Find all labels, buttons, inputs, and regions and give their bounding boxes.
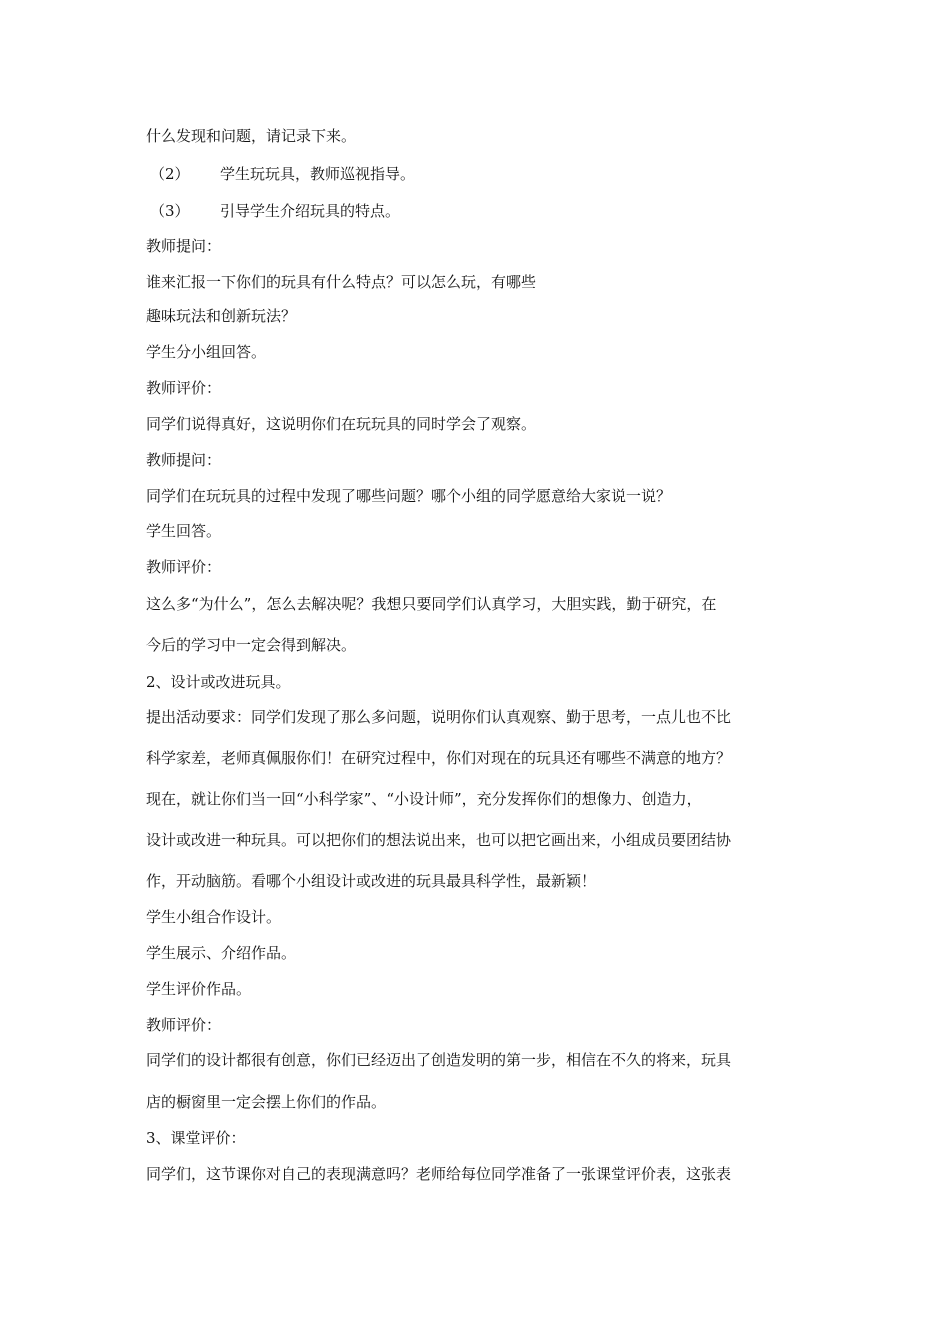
text-line: 店的橱窗里一定会摆上你们的作品。	[146, 1093, 387, 1111]
text-line: 谁来汇报一下你们的玩具有什么特点？可以怎么玩，有哪些	[146, 273, 537, 291]
text-line: 教师评价：	[146, 558, 222, 576]
text-line: 学生评价作品。	[146, 980, 252, 998]
numbered-item	[150, 201, 400, 221]
text-line: 同学们，这节课你对自己的表现满意吗？老师给每位同学准备了一张课堂评价表，这张表	[146, 1165, 732, 1183]
text-line: 学生小组合作设计。	[146, 908, 282, 926]
text-line: 什么发现和问题，请记录下来。	[146, 127, 357, 145]
item-text: 学生玩玩具，教师巡视指导。	[220, 165, 416, 183]
text-line: 2、设计或改进玩具。	[146, 673, 291, 691]
text-line: 科学家差，老师真佩服你们！在研究过程中，你们对现在的玩具还有哪些不满意的地方？	[146, 749, 732, 767]
text-line: 同学们的设计都很有创意，你们已经迈出了创造发明的第一步，相信在不久的将来，玩具	[146, 1051, 732, 1069]
text-line: 趣味玩法和创新玩法？	[146, 307, 297, 325]
text-line: 设计或改进一种玩具。可以把你们的想法说出来，也可以把它画出来，小组成员要团结协	[146, 831, 732, 849]
text-line: 教师提问：	[146, 451, 222, 469]
numbered-item	[150, 164, 415, 184]
text-line: 今后的学习中一定会得到解决。	[146, 636, 357, 654]
item-number: （2）	[150, 165, 190, 183]
text-line: 现在，就让你们当一回“小科学家”、“小设计师”，充分发挥你们的想像力、创造力，	[146, 790, 702, 808]
item-text: 引导学生介绍玩具的特点。	[220, 202, 401, 220]
text-line: 这么多“为什么”，怎么去解决呢？我想只要同学们认真学习，大胆实践，勤于研究，在	[146, 595, 717, 613]
text-line: 教师提问：	[146, 237, 222, 255]
text-line: 作，开动脑筋。看哪个小组设计或改进的玩具最具科学性，最新颖！	[146, 872, 597, 890]
item-number: （3）	[150, 202, 190, 220]
text-line: 3、课堂评价：	[146, 1129, 246, 1147]
text-line: 同学们在玩玩具的过程中发现了哪些问题？哪个小组的同学愿意给大家说一说？	[146, 487, 672, 505]
text-line: 教师评价：	[146, 379, 222, 397]
text-line: 学生展示、介绍作品。	[146, 944, 297, 962]
text-line: 同学们说得真好，这说明你们在玩玩具的同时学会了观察。	[146, 415, 537, 433]
text-line: 教师评价：	[146, 1016, 222, 1034]
text-line: 学生回答。	[146, 522, 222, 540]
text-line: 学生分小组回答。	[146, 343, 267, 361]
text-line: 提出活动要求：同学们发现了那么多问题，说明你们认真观察、勤于思考，一点儿也不比	[146, 708, 732, 726]
